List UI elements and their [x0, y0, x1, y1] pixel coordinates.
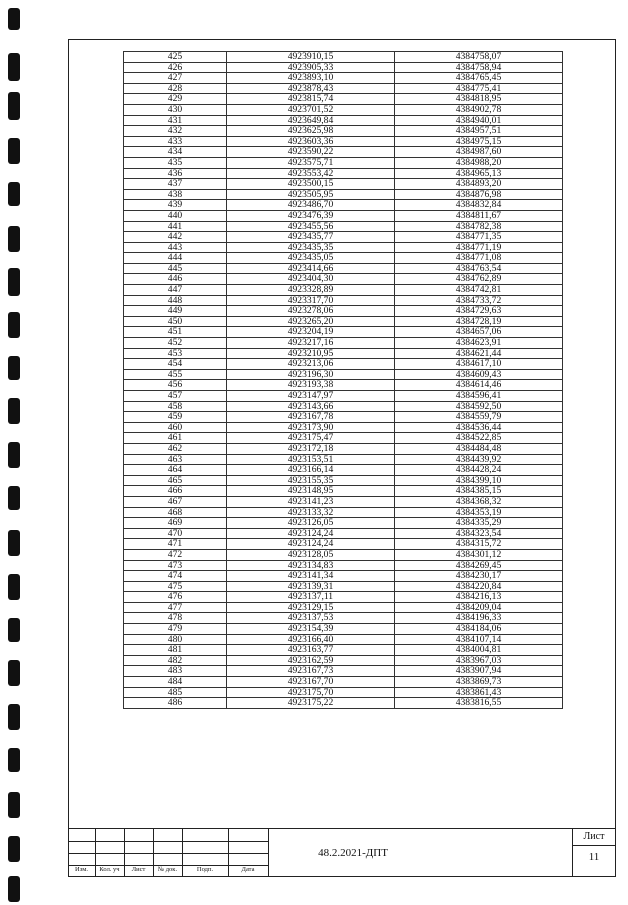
x-coordinate: 4923701,52 — [227, 104, 395, 115]
x-coordinate: 4923910,15 — [227, 52, 395, 63]
point-number: 441 — [124, 221, 227, 232]
table-row — [124, 200, 563, 211]
binder-hole — [8, 398, 20, 424]
divider — [68, 853, 268, 854]
binder-holes — [0, 0, 40, 905]
binder-hole — [8, 574, 20, 600]
binder-hole — [8, 226, 20, 252]
x-coordinate: 4923500,15 — [227, 179, 395, 190]
point-number: 478 — [124, 613, 227, 624]
point-number: 436 — [124, 168, 227, 179]
x-coordinate: 4923404,30 — [227, 274, 395, 285]
x-coordinate: 4923163,77 — [227, 645, 395, 656]
binder-hole — [8, 53, 20, 81]
binder-hole — [8, 486, 20, 510]
point-number: 481 — [124, 645, 227, 656]
stamp-label-sheet: Лист — [131, 866, 146, 873]
table-row — [124, 157, 563, 168]
y-coordinate: 4384902,78 — [395, 104, 563, 115]
x-coordinate: 4923486,70 — [227, 200, 395, 211]
table-row — [124, 528, 563, 539]
binder-hole — [8, 530, 20, 556]
point-number: 473 — [124, 560, 227, 571]
point-number: 427 — [124, 73, 227, 84]
x-coordinate: 4923153,51 — [227, 454, 395, 465]
binder-hole — [8, 792, 20, 818]
y-coordinate: 4384617,10 — [395, 359, 563, 370]
binder-hole — [8, 268, 20, 296]
x-coordinate: 4923148,95 — [227, 486, 395, 497]
x-coordinate: 4923476,39 — [227, 210, 395, 221]
y-coordinate: 4383907,94 — [395, 666, 563, 677]
table-row — [124, 581, 563, 592]
binder-hole — [8, 138, 20, 164]
title-block — [68, 828, 616, 877]
point-number: 451 — [124, 327, 227, 338]
y-coordinate: 4384940,01 — [395, 115, 563, 126]
binder-hole — [8, 704, 20, 730]
table-row — [124, 115, 563, 126]
table-row — [124, 126, 563, 137]
x-coordinate: 4923603,36 — [227, 136, 395, 147]
x-coordinate: 4923173,90 — [227, 422, 395, 433]
x-coordinate: 4923590,22 — [227, 147, 395, 158]
y-coordinate: 4384763,54 — [395, 263, 563, 274]
point-number: 447 — [124, 285, 227, 296]
x-coordinate: 4923204,19 — [227, 327, 395, 338]
stamp-label-count: Кол. уч — [99, 866, 120, 873]
x-coordinate: 4923553,42 — [227, 168, 395, 179]
table-row — [124, 285, 563, 296]
x-coordinate: 4923265,20 — [227, 316, 395, 327]
divider — [572, 845, 616, 846]
point-number: 471 — [124, 539, 227, 550]
x-coordinate: 4923575,71 — [227, 157, 395, 168]
table-row — [124, 274, 563, 285]
point-number: 483 — [124, 666, 227, 677]
point-number: 456 — [124, 380, 227, 391]
x-coordinate: 4923625,98 — [227, 126, 395, 137]
y-coordinate: 4384196,33 — [395, 613, 563, 624]
point-number: 442 — [124, 232, 227, 243]
point-number: 446 — [124, 274, 227, 285]
y-coordinate: 4384439,92 — [395, 454, 563, 465]
y-coordinate: 4384771,35 — [395, 232, 563, 243]
y-coordinate: 4384621,44 — [395, 348, 563, 359]
x-coordinate: 4923141,34 — [227, 571, 395, 582]
y-coordinate: 4384775,41 — [395, 83, 563, 94]
y-coordinate: 4384782,38 — [395, 221, 563, 232]
x-coordinate: 4923175,47 — [227, 433, 395, 444]
point-number: 455 — [124, 369, 227, 380]
y-coordinate: 4384975,15 — [395, 136, 563, 147]
point-number: 466 — [124, 486, 227, 497]
y-coordinate: 4383967,03 — [395, 655, 563, 666]
point-number: 457 — [124, 391, 227, 402]
table-row — [124, 549, 563, 560]
table-row — [124, 677, 563, 688]
table-row — [124, 380, 563, 391]
table-row — [124, 348, 563, 359]
table-row — [124, 602, 563, 613]
y-coordinate: 4384957,51 — [395, 126, 563, 137]
point-number: 433 — [124, 136, 227, 147]
table-row — [124, 316, 563, 327]
x-coordinate: 4923134,83 — [227, 560, 395, 571]
table-row — [124, 496, 563, 507]
table-row — [124, 327, 563, 338]
y-coordinate: 4384771,19 — [395, 242, 563, 253]
point-number: 450 — [124, 316, 227, 327]
table-row — [124, 306, 563, 317]
x-coordinate: 4923166,40 — [227, 634, 395, 645]
binder-hole — [8, 8, 20, 30]
x-coordinate: 4923213,06 — [227, 359, 395, 370]
table-row — [124, 52, 563, 63]
point-number: 460 — [124, 422, 227, 433]
y-coordinate: 4384399,10 — [395, 475, 563, 486]
point-number: 445 — [124, 263, 227, 274]
table-row — [124, 189, 563, 200]
point-number: 437 — [124, 179, 227, 190]
binder-hole — [8, 618, 20, 642]
sheet-label: Лист — [583, 831, 605, 842]
y-coordinate: 4384728,19 — [395, 316, 563, 327]
y-coordinate: 4384428,24 — [395, 465, 563, 476]
x-coordinate: 4923905,33 — [227, 62, 395, 73]
table-row — [124, 263, 563, 274]
point-number: 459 — [124, 412, 227, 423]
y-coordinate: 4384004,81 — [395, 645, 563, 656]
y-coordinate: 4384657,06 — [395, 327, 563, 338]
point-number: 486 — [124, 698, 227, 709]
point-number: 465 — [124, 475, 227, 486]
x-coordinate: 4923210,95 — [227, 348, 395, 359]
y-coordinate: 4384614,46 — [395, 380, 563, 391]
table-row — [124, 443, 563, 454]
document-code: 48.2.2021-ДПТ — [318, 847, 388, 859]
point-number: 458 — [124, 401, 227, 412]
y-coordinate: 4384765,45 — [395, 73, 563, 84]
table-row — [124, 539, 563, 550]
point-number: 480 — [124, 634, 227, 645]
x-coordinate: 4923167,70 — [227, 677, 395, 688]
table-row — [124, 179, 563, 190]
y-coordinate: 4384609,43 — [395, 369, 563, 380]
x-coordinate: 4923172,18 — [227, 443, 395, 454]
table-row — [124, 422, 563, 433]
y-coordinate: 4384353,19 — [395, 507, 563, 518]
point-number: 434 — [124, 147, 227, 158]
x-coordinate: 4923278,06 — [227, 306, 395, 317]
table-row — [124, 592, 563, 603]
y-coordinate: 4384876,98 — [395, 189, 563, 200]
x-coordinate: 4923649,84 — [227, 115, 395, 126]
table-row — [124, 698, 563, 709]
table-row — [124, 136, 563, 147]
binder-hole — [8, 876, 20, 902]
point-number: 468 — [124, 507, 227, 518]
table-row — [124, 518, 563, 529]
binder-hole — [8, 92, 20, 120]
y-coordinate: 4384592,50 — [395, 401, 563, 412]
x-coordinate: 4923126,05 — [227, 518, 395, 529]
x-coordinate: 4923328,89 — [227, 285, 395, 296]
table-row — [124, 666, 563, 677]
point-number: 449 — [124, 306, 227, 317]
coordinates-table — [123, 51, 563, 709]
stamp-label-date: Дата — [241, 866, 255, 873]
x-coordinate: 4923137,53 — [227, 613, 395, 624]
table-row — [124, 232, 563, 243]
y-coordinate: 4384216,13 — [395, 592, 563, 603]
table-row — [124, 62, 563, 73]
y-coordinate: 4384536,44 — [395, 422, 563, 433]
table-row — [124, 465, 563, 476]
y-coordinate: 4384315,72 — [395, 539, 563, 550]
y-coordinate: 4384230,17 — [395, 571, 563, 582]
point-number: 438 — [124, 189, 227, 200]
point-number: 453 — [124, 348, 227, 359]
y-coordinate: 4384301,12 — [395, 549, 563, 560]
point-number: 475 — [124, 581, 227, 592]
table-row — [124, 73, 563, 84]
point-number: 448 — [124, 295, 227, 306]
point-number: 432 — [124, 126, 227, 137]
y-coordinate: 4384988,20 — [395, 157, 563, 168]
point-number: 431 — [124, 115, 227, 126]
y-coordinate: 4384965,13 — [395, 168, 563, 179]
x-coordinate: 4923217,16 — [227, 338, 395, 349]
table-row — [124, 655, 563, 666]
table-row — [124, 571, 563, 582]
point-number: 452 — [124, 338, 227, 349]
y-coordinate: 4383869,73 — [395, 677, 563, 688]
x-coordinate: 4923124,24 — [227, 528, 395, 539]
x-coordinate: 4923815,74 — [227, 94, 395, 105]
x-coordinate: 4923505,95 — [227, 189, 395, 200]
y-coordinate: 4384596,41 — [395, 391, 563, 402]
x-coordinate: 4923193,38 — [227, 380, 395, 391]
y-coordinate: 4384758,07 — [395, 52, 563, 63]
binder-hole — [8, 660, 20, 686]
point-number: 440 — [124, 210, 227, 221]
divider — [68, 841, 268, 842]
x-coordinate: 4923133,32 — [227, 507, 395, 518]
point-number: 428 — [124, 83, 227, 94]
table-row — [124, 391, 563, 402]
y-coordinate: 4384522,85 — [395, 433, 563, 444]
point-number: 474 — [124, 571, 227, 582]
y-coordinate: 4383861,43 — [395, 687, 563, 698]
point-number: 485 — [124, 687, 227, 698]
point-number: 477 — [124, 602, 227, 613]
x-coordinate: 4923147,97 — [227, 391, 395, 402]
table-row — [124, 369, 563, 380]
y-coordinate: 4384107,14 — [395, 634, 563, 645]
y-coordinate: 4384832,84 — [395, 200, 563, 211]
y-coordinate: 4384484,48 — [395, 443, 563, 454]
y-coordinate: 4383816,55 — [395, 698, 563, 709]
x-coordinate: 4923129,15 — [227, 602, 395, 613]
table-row — [124, 412, 563, 423]
point-number: 482 — [124, 655, 227, 666]
table-row — [124, 338, 563, 349]
point-number: 439 — [124, 200, 227, 211]
table-row — [124, 475, 563, 486]
point-number: 467 — [124, 496, 227, 507]
x-coordinate: 4923196,30 — [227, 369, 395, 380]
x-coordinate: 4923155,35 — [227, 475, 395, 486]
point-number: 470 — [124, 528, 227, 539]
y-coordinate: 4384762,89 — [395, 274, 563, 285]
y-coordinate: 4384818,95 — [395, 94, 563, 105]
table-row — [124, 359, 563, 370]
table-row — [124, 454, 563, 465]
y-coordinate: 4384771,08 — [395, 253, 563, 264]
point-number: 476 — [124, 592, 227, 603]
table-row — [124, 83, 563, 94]
x-coordinate: 4923893,10 — [227, 73, 395, 84]
binder-hole — [8, 182, 20, 206]
point-number: 484 — [124, 677, 227, 688]
y-coordinate: 4384559,79 — [395, 412, 563, 423]
binder-hole — [8, 748, 20, 772]
y-coordinate: 4384269,45 — [395, 560, 563, 571]
y-coordinate: 4384323,54 — [395, 528, 563, 539]
binder-hole — [8, 356, 20, 380]
table-row — [124, 560, 563, 571]
x-coordinate: 4923435,05 — [227, 253, 395, 264]
x-coordinate: 4923166,14 — [227, 465, 395, 476]
table-row — [124, 433, 563, 444]
x-coordinate: 4923128,05 — [227, 549, 395, 560]
x-coordinate: 4923435,77 — [227, 232, 395, 243]
point-number: 443 — [124, 242, 227, 253]
point-number: 463 — [124, 454, 227, 465]
y-coordinate: 4384758,94 — [395, 62, 563, 73]
table-row — [124, 295, 563, 306]
y-coordinate: 4384742,81 — [395, 285, 563, 296]
point-number: 461 — [124, 433, 227, 444]
binder-hole — [8, 312, 20, 338]
x-coordinate: 4923435,35 — [227, 242, 395, 253]
point-number: 435 — [124, 157, 227, 168]
x-coordinate: 4923139,31 — [227, 581, 395, 592]
x-coordinate: 4923137,11 — [227, 592, 395, 603]
table-row — [124, 168, 563, 179]
table-row — [124, 624, 563, 635]
x-coordinate: 4923175,22 — [227, 698, 395, 709]
y-coordinate: 4384987,60 — [395, 147, 563, 158]
y-coordinate: 4384335,29 — [395, 518, 563, 529]
y-coordinate: 4384209,04 — [395, 602, 563, 613]
table-row — [124, 242, 563, 253]
x-coordinate: 4923167,73 — [227, 666, 395, 677]
binder-hole — [8, 442, 20, 468]
point-number: 472 — [124, 549, 227, 560]
binder-hole — [8, 836, 20, 862]
y-coordinate: 4384623,91 — [395, 338, 563, 349]
x-coordinate: 4923124,24 — [227, 539, 395, 550]
point-number: 430 — [124, 104, 227, 115]
table-row — [124, 104, 563, 115]
stamp-label-change: Изм. — [75, 866, 88, 873]
table-row — [124, 221, 563, 232]
table-row — [124, 486, 563, 497]
y-coordinate: 4384893,20 — [395, 179, 563, 190]
sheet-number: 11 — [588, 851, 600, 863]
stamp-label-signature: Подп. — [196, 866, 214, 873]
table-row — [124, 210, 563, 221]
table-row — [124, 687, 563, 698]
y-coordinate: 4384733,72 — [395, 295, 563, 306]
x-coordinate: 4923167,78 — [227, 412, 395, 423]
x-coordinate: 4923414,66 — [227, 263, 395, 274]
point-number: 469 — [124, 518, 227, 529]
point-number: 426 — [124, 62, 227, 73]
x-coordinate: 4923154,39 — [227, 624, 395, 635]
point-number: 479 — [124, 624, 227, 635]
stamp-label-doc-number: № док. — [157, 866, 178, 873]
point-number: 425 — [124, 52, 227, 63]
point-number: 444 — [124, 253, 227, 264]
y-coordinate: 4384184,06 — [395, 624, 563, 635]
point-number: 464 — [124, 465, 227, 476]
point-number: 429 — [124, 94, 227, 105]
x-coordinate: 4923141,23 — [227, 496, 395, 507]
point-number: 454 — [124, 359, 227, 370]
table-row — [124, 645, 563, 656]
table-row — [124, 253, 563, 264]
y-coordinate: 4384729,63 — [395, 306, 563, 317]
x-coordinate: 4923317,70 — [227, 295, 395, 306]
point-number: 462 — [124, 443, 227, 454]
x-coordinate: 4923162,59 — [227, 655, 395, 666]
y-coordinate: 4384368,32 — [395, 496, 563, 507]
table-row — [124, 634, 563, 645]
y-coordinate: 4384811,67 — [395, 210, 563, 221]
table-row — [124, 94, 563, 105]
y-coordinate: 4384385,15 — [395, 486, 563, 497]
x-coordinate: 4923878,43 — [227, 83, 395, 94]
table-row — [124, 401, 563, 412]
y-coordinate: 4384220,84 — [395, 581, 563, 592]
x-coordinate: 4923455,56 — [227, 221, 395, 232]
table-row — [124, 507, 563, 518]
table-row — [124, 147, 563, 158]
table-row — [124, 613, 563, 624]
x-coordinate: 4923175,70 — [227, 687, 395, 698]
x-coordinate: 4923143,66 — [227, 401, 395, 412]
